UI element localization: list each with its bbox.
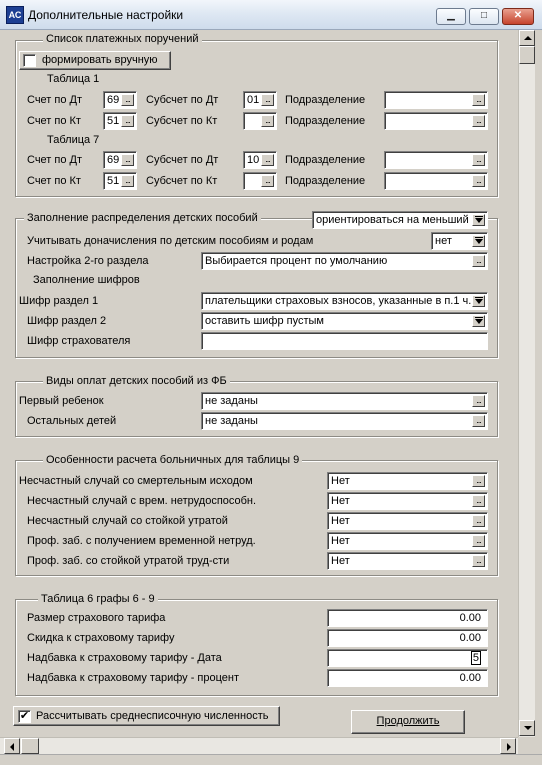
consider-value: нет [435, 235, 452, 247]
manual-label: формировать вручную [42, 54, 158, 66]
other-children-field[interactable] [201, 412, 488, 430]
window-bottom-edge [0, 754, 542, 765]
child-benefits-mode-select[interactable] [312, 211, 488, 229]
scroll-corner [518, 737, 535, 754]
t1-division1-lookup-button[interactable]: ... [472, 94, 485, 106]
t1-credit-lookup-button[interactable]: ... [121, 115, 134, 127]
table6-row-input[interactable] [327, 609, 488, 627]
scroll-left-button[interactable] [4, 738, 20, 754]
manual-checkbox[interactable] [23, 54, 36, 67]
first-child-label: Первый ребенок [19, 395, 104, 407]
payment-types-legend: Виды оплат детских пособий из ФБ [43, 375, 230, 387]
t7-division2-label: Подразделение [285, 175, 366, 187]
table6-row-value: 0.00 [459, 612, 481, 624]
t7-credit-lookup-button[interactable]: ... [121, 175, 134, 187]
t7-subcredit-label: Субсчет по Кт [146, 175, 218, 187]
t1-division2-field[interactable] [384, 112, 488, 130]
continue-button[interactable] [351, 710, 465, 734]
t1-subcredit-field[interactable] [243, 112, 277, 130]
t7-division2-field[interactable] [384, 172, 488, 190]
sick-row-lookup-button[interactable]: ... [472, 555, 485, 567]
section2-field[interactable] [201, 252, 488, 270]
t7-credit-value: 51 [107, 175, 120, 187]
t7-debit-field[interactable] [103, 151, 137, 169]
other-children-label: Остальных детей [27, 415, 117, 427]
table1-label: Таблица 1 [47, 73, 100, 85]
sick-row-label: Несчастный случай со смертельным исходом [19, 475, 253, 487]
app-icon: АС [6, 6, 24, 24]
t1-subdebit-value: 01 [247, 94, 260, 106]
t7-division2-lookup-button[interactable]: ... [472, 175, 485, 187]
code2-label: Шифр раздел 2 [27, 315, 107, 327]
code1-value: плательщики страховых взносов, указанные в п.1 ч. [205, 295, 472, 307]
t1-division2-label: Подразделение [285, 115, 366, 127]
t7-subdebit-field[interactable] [243, 151, 277, 169]
codes-label: Заполнение шифров [33, 274, 140, 286]
other-children-lookup-button[interactable]: ... [472, 415, 485, 427]
t7-subcredit-field[interactable] [243, 172, 277, 190]
sick-row-field[interactable] [327, 492, 488, 510]
sick-row-value: Нет [331, 515, 350, 527]
maximize-button[interactable]: □ [469, 8, 499, 25]
t1-subdebit-field[interactable] [243, 91, 277, 109]
table6-row-value: 0.00 [459, 672, 481, 684]
sick-row-value: Нет [331, 495, 350, 507]
t7-division1-label: Подразделение [285, 154, 366, 166]
chevron-down-icon[interactable] [472, 235, 485, 247]
table7-label: Таблица 7 [47, 134, 100, 146]
code1-select[interactable] [201, 292, 488, 310]
sick-row-value: Нет [331, 475, 350, 487]
sick-row-value: Нет [331, 555, 350, 567]
t1-subdebit-label: Субсчет по Дт [146, 94, 219, 106]
code2-select[interactable] [201, 312, 488, 330]
t7-debit-label: Счет по Дт [27, 154, 83, 166]
t1-debit-label: Счет по Дт [27, 94, 83, 106]
table6-row-label: Скидка к страховому тарифу [27, 632, 175, 644]
close-button[interactable]: ✕ [502, 8, 534, 25]
t7-credit-label: Счет по Кт [27, 175, 81, 187]
code2-value: оставить шифр пустым [205, 315, 324, 327]
t1-division1-label: Подразделение [285, 94, 366, 106]
continue-button-label: Продолжить [376, 715, 440, 727]
t1-division2-lookup-button[interactable]: ... [472, 115, 485, 127]
t1-subcredit-label: Субсчет по Кт [146, 115, 218, 127]
child-benefits-mode-value: ориентироваться на меньший [316, 214, 469, 226]
other-children-value: не заданы [205, 415, 258, 427]
insurer-code-input[interactable] [201, 332, 488, 350]
sick-row-lookup-button[interactable]: ... [472, 535, 485, 547]
t1-division1-field[interactable] [384, 91, 488, 109]
headcount-label: Рассчитывать среднесписочную численность [36, 710, 269, 722]
payment-orders-legend: Список платежных поручений [43, 33, 202, 45]
t1-debit-field[interactable] [103, 91, 137, 109]
section2-value: Выбирается процент по умолчанию [205, 255, 388, 267]
sick-row-field[interactable] [327, 532, 488, 550]
scroll-down-button[interactable] [519, 720, 535, 736]
sick-row-label: Проф. заб. с получением временной нетруд. [27, 535, 256, 547]
code1-label: Шифр раздел 1 [19, 295, 99, 307]
sick-row-label: Проф. заб. со стойкой утратой труд-сти [27, 555, 230, 567]
t7-division1-field[interactable] [384, 151, 488, 169]
horizontal-scrollbar[interactable] [0, 737, 518, 754]
first-child-lookup-button[interactable]: ... [472, 395, 485, 407]
t1-credit-value: 51 [107, 115, 120, 127]
table6-row-value: 0.00 [459, 632, 481, 644]
window-title: Дополнительные настройки [28, 8, 184, 22]
table6-row-label: Надбавка к страховому тарифу - Дата [27, 652, 222, 664]
t1-subdebit-lookup-button[interactable]: ... [261, 94, 274, 106]
vertical-scrollbar[interactable] [518, 30, 535, 754]
sick-row-lookup-button[interactable]: ... [472, 475, 485, 487]
sick-row-label: Несчастный случай со стойкой утратой [27, 515, 228, 527]
first-child-value: не заданы [205, 395, 258, 407]
sick-row-lookup-button[interactable]: ... [472, 515, 485, 527]
scroll-right-button[interactable] [500, 738, 516, 754]
scroll-up-button[interactable] [519, 30, 535, 46]
chevron-down-icon[interactable] [472, 315, 485, 327]
child-benefits-legend: Заполнение распределения детских пособий [24, 212, 261, 224]
t7-debit-lookup-button[interactable]: ... [121, 154, 134, 166]
headcount-checkbox[interactable]: ✔ [19, 710, 30, 722]
sick-row-field[interactable] [327, 512, 488, 530]
table6-row-value: 5 [472, 652, 479, 664]
t7-credit-field[interactable] [103, 172, 137, 190]
sick-leave-legend: Особенности расчета больничных для таблицы 9 [43, 454, 302, 466]
t1-credit-label: Счет по Кт [27, 115, 81, 127]
t1-debit-value: 69 [107, 94, 120, 106]
chevron-down-icon[interactable] [472, 295, 485, 307]
headcount-checkbox-row[interactable] [13, 706, 280, 726]
sick-row-field[interactable] [327, 552, 488, 570]
first-child-field[interactable] [201, 392, 488, 410]
t1-debit-lookup-button[interactable]: ... [121, 94, 134, 106]
section2-label: Настройка 2-го раздела [27, 255, 149, 267]
insurer-code-label: Шифр страхователя [27, 335, 131, 347]
scroll-thumb[interactable] [519, 46, 535, 64]
t1-credit-field[interactable] [103, 112, 137, 130]
t7-subdebit-label: Субсчет по Дт [146, 154, 219, 166]
t1-subcredit-lookup-button[interactable]: ... [261, 115, 274, 127]
sick-row-field[interactable] [327, 472, 488, 490]
sick-row-value: Нет [331, 535, 350, 547]
consider-label: Учитывать доначисления по детским пособиям и родам [27, 235, 314, 247]
sick-row-label: Несчастный случай с врем. нетрудоспособн. [27, 495, 257, 507]
t7-debit-value: 69 [107, 154, 120, 166]
consider-select[interactable] [431, 232, 488, 250]
t7-subdebit-value: 10 [247, 154, 260, 166]
table6-row-label: Размер страхового тарифа [27, 612, 166, 624]
t7-division1-lookup-button[interactable]: ... [472, 154, 485, 166]
t7-subdebit-lookup-button[interactable]: ... [261, 154, 274, 166]
manual-checkbox-row[interactable] [19, 51, 171, 70]
minimize-button[interactable]: ▁ [436, 8, 466, 25]
t7-subcredit-lookup-button[interactable]: ... [261, 175, 274, 187]
section2-lookup-button[interactable]: ... [472, 255, 485, 267]
table6-date-input[interactable] [327, 649, 488, 667]
chevron-down-icon[interactable] [472, 214, 485, 226]
table6-row-input[interactable] [327, 669, 488, 687]
table6-legend: Таблица 6 графы 6 - 9 [38, 593, 158, 605]
sick-row-lookup-button[interactable]: ... [472, 495, 485, 507]
table6-row-label: Надбавка к страховому тарифу - процент [27, 672, 240, 684]
hscroll-thumb[interactable] [21, 738, 39, 754]
table6-row-input[interactable] [327, 629, 488, 647]
